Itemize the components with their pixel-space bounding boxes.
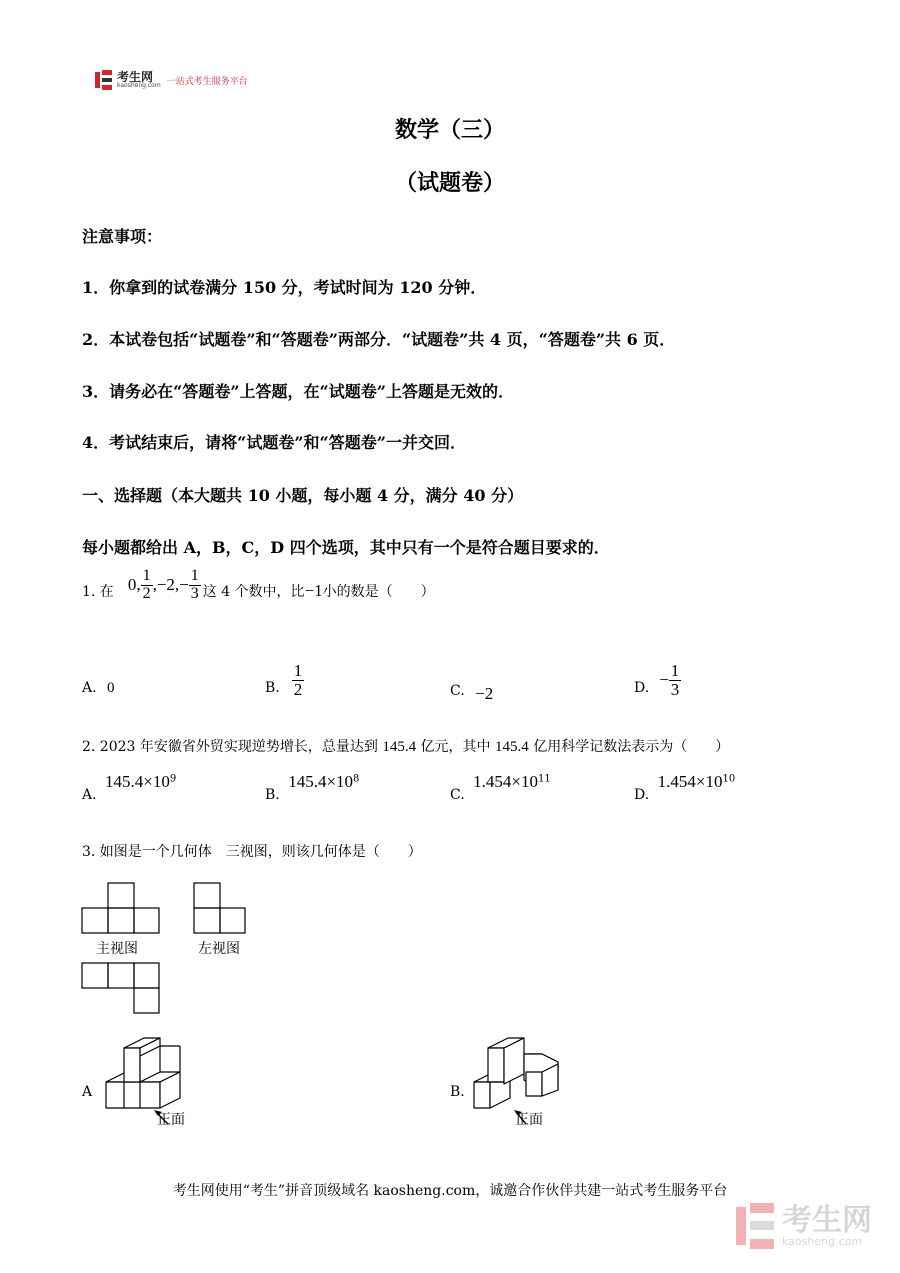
- note-item-3: 3．请务必在“答题卷”上答题，在“试题卷”上答题是无效的．: [82, 382, 514, 401]
- q1-option-d-num: 1: [670, 660, 680, 680]
- page-title: 数学（三）: [394, 117, 505, 143]
- q1-option-d-den: 3: [670, 679, 680, 699]
- top-view-figure: [82, 963, 159, 1013]
- left-view-figure: [194, 883, 245, 933]
- q1-neg-one: −1: [304, 581, 323, 601]
- q2-option-b-label: B.: [265, 787, 280, 803]
- note-item-1: 1．你拿到的试卷满分 150 分，考试时间为 120 分钟．: [82, 278, 487, 297]
- q2-option-a-exp: 9: [169, 773, 177, 785]
- q1-set-lead: 0,: [127, 575, 141, 595]
- q2-option-b[interactable]: [265, 772, 360, 803]
- q2-option-d-base: 1.454×10: [657, 772, 723, 791]
- watermark-name: 考生网: [782, 1202, 872, 1238]
- note-item-2: 2．本试卷包括“试题卷”和“答题卷”两部分．“试题卷”共 4 页，“答题卷”共 6 页．: [82, 330, 676, 349]
- q2-option-d-exp: 10: [722, 773, 736, 785]
- q3-option-a-front-label: 正面: [157, 1112, 185, 1128]
- q2-option-a-base: 145.4×10: [105, 772, 170, 791]
- q1-option-d-fraction: [669, 662, 682, 699]
- watermark-logo-icon: [736, 1203, 776, 1249]
- front-view-label: 主视图: [96, 941, 138, 957]
- q1-fraction-third: [189, 568, 201, 603]
- notes-heading: 注意事项：: [82, 227, 163, 246]
- q1-option-a-value: 0: [107, 680, 115, 696]
- watermark-domain: kaosheng.com: [782, 1234, 863, 1248]
- q2-option-a[interactable]: [82, 772, 177, 803]
- q2-value-2: 145.4: [495, 739, 529, 755]
- q2-option-c-base: 1.454×10: [473, 772, 538, 791]
- q1-option-b[interactable]: [265, 655, 304, 705]
- q1-prefix: 1. 在: [82, 584, 114, 601]
- q1-set-mid: ,−2,−: [152, 575, 189, 595]
- q1-option-c[interactable]: [450, 680, 494, 703]
- q2-option-a-label: A.: [82, 787, 97, 803]
- q1-option-c-label: C.: [450, 683, 465, 699]
- q3-option-a-label[interactable]: A: [82, 1084, 93, 1100]
- q1-suffix-a: 这 4 个数中，比: [202, 584, 305, 601]
- q2-option-d-label: D.: [634, 787, 650, 803]
- q1-option-d[interactable]: [634, 655, 681, 705]
- q2-text-b: 亿元，其中: [420, 739, 491, 755]
- q1-half-num: 1: [142, 567, 151, 584]
- q2-text-a: 2. 2023 年安徽省外贸实现逆势增长，总量达到: [82, 739, 378, 755]
- q1-option-c-value: −2: [475, 684, 494, 703]
- question-1: [82, 567, 435, 609]
- q1-third-num: 1: [190, 567, 199, 584]
- q2-option-c-exp: 11: [537, 773, 551, 785]
- q1-option-a-label: A.: [82, 680, 97, 696]
- q1-option-b-num: 1: [293, 660, 303, 680]
- page-subtitle: （试题卷）: [394, 170, 505, 196]
- left-view-label: 左视图: [198, 941, 240, 957]
- q2-option-c[interactable]: [450, 772, 551, 803]
- page-footer: 考生网使用“考生”拼音顶级域名 kaosheng.com，诚邀合作伙伴共建一站式考生服务平台: [172, 1183, 728, 1199]
- q1-option-d-sign: −: [659, 670, 669, 689]
- q1-half-den: 2: [142, 584, 151, 602]
- logo-slogan: 一站式考生服务平台: [166, 76, 248, 87]
- section-heading: 一、选择题（本大题共 10 小题，每小题 4 分，满分 40 分）: [82, 486, 524, 505]
- q1-option-d-label: D.: [634, 680, 650, 696]
- note-item-4: 4．考试结束后，请将“试题卷”和“答题卷”一并交回．: [82, 433, 466, 452]
- q3-option-b-label[interactable]: B.: [450, 1084, 465, 1100]
- header-logo: [95, 70, 248, 90]
- q3-option-b-front-label: 正面: [515, 1112, 543, 1128]
- logo-name: 考生网: [117, 70, 154, 84]
- q1-suffix-b: 小的数是（ ）: [322, 584, 435, 601]
- q2-option-d[interactable]: [634, 772, 736, 803]
- q2-value-1: 145.4: [382, 739, 417, 755]
- q2-text-c: 亿用科学记数法表示为（ ）: [533, 739, 730, 755]
- q2-option-b-exp: 8: [353, 773, 360, 785]
- logo-domain: kaosheng.com: [117, 82, 161, 89]
- q1-option-b-label: B.: [265, 680, 280, 696]
- front-view-figure: [82, 883, 159, 933]
- q2-option-c-label: C.: [450, 787, 465, 803]
- q1-third-den: 3: [190, 584, 199, 602]
- question-2: [82, 736, 729, 756]
- q1-option-a[interactable]: [82, 680, 115, 697]
- q1-option-b-den: 2: [293, 679, 303, 699]
- watermark: [736, 1203, 872, 1249]
- q1-fraction-half: [141, 568, 153, 603]
- q1-option-b-fraction: [292, 662, 305, 699]
- q2-option-b-base: 145.4×10: [288, 772, 354, 791]
- section-instruction: 每小题都给出 A，B，C，D 四个选项，其中只有一个是符合题目要求的．: [82, 538, 610, 557]
- question-3: 3. 如图是一个几何体 三视图，则该几何体是（ ）: [82, 844, 422, 860]
- logo-icon: [95, 70, 113, 90]
